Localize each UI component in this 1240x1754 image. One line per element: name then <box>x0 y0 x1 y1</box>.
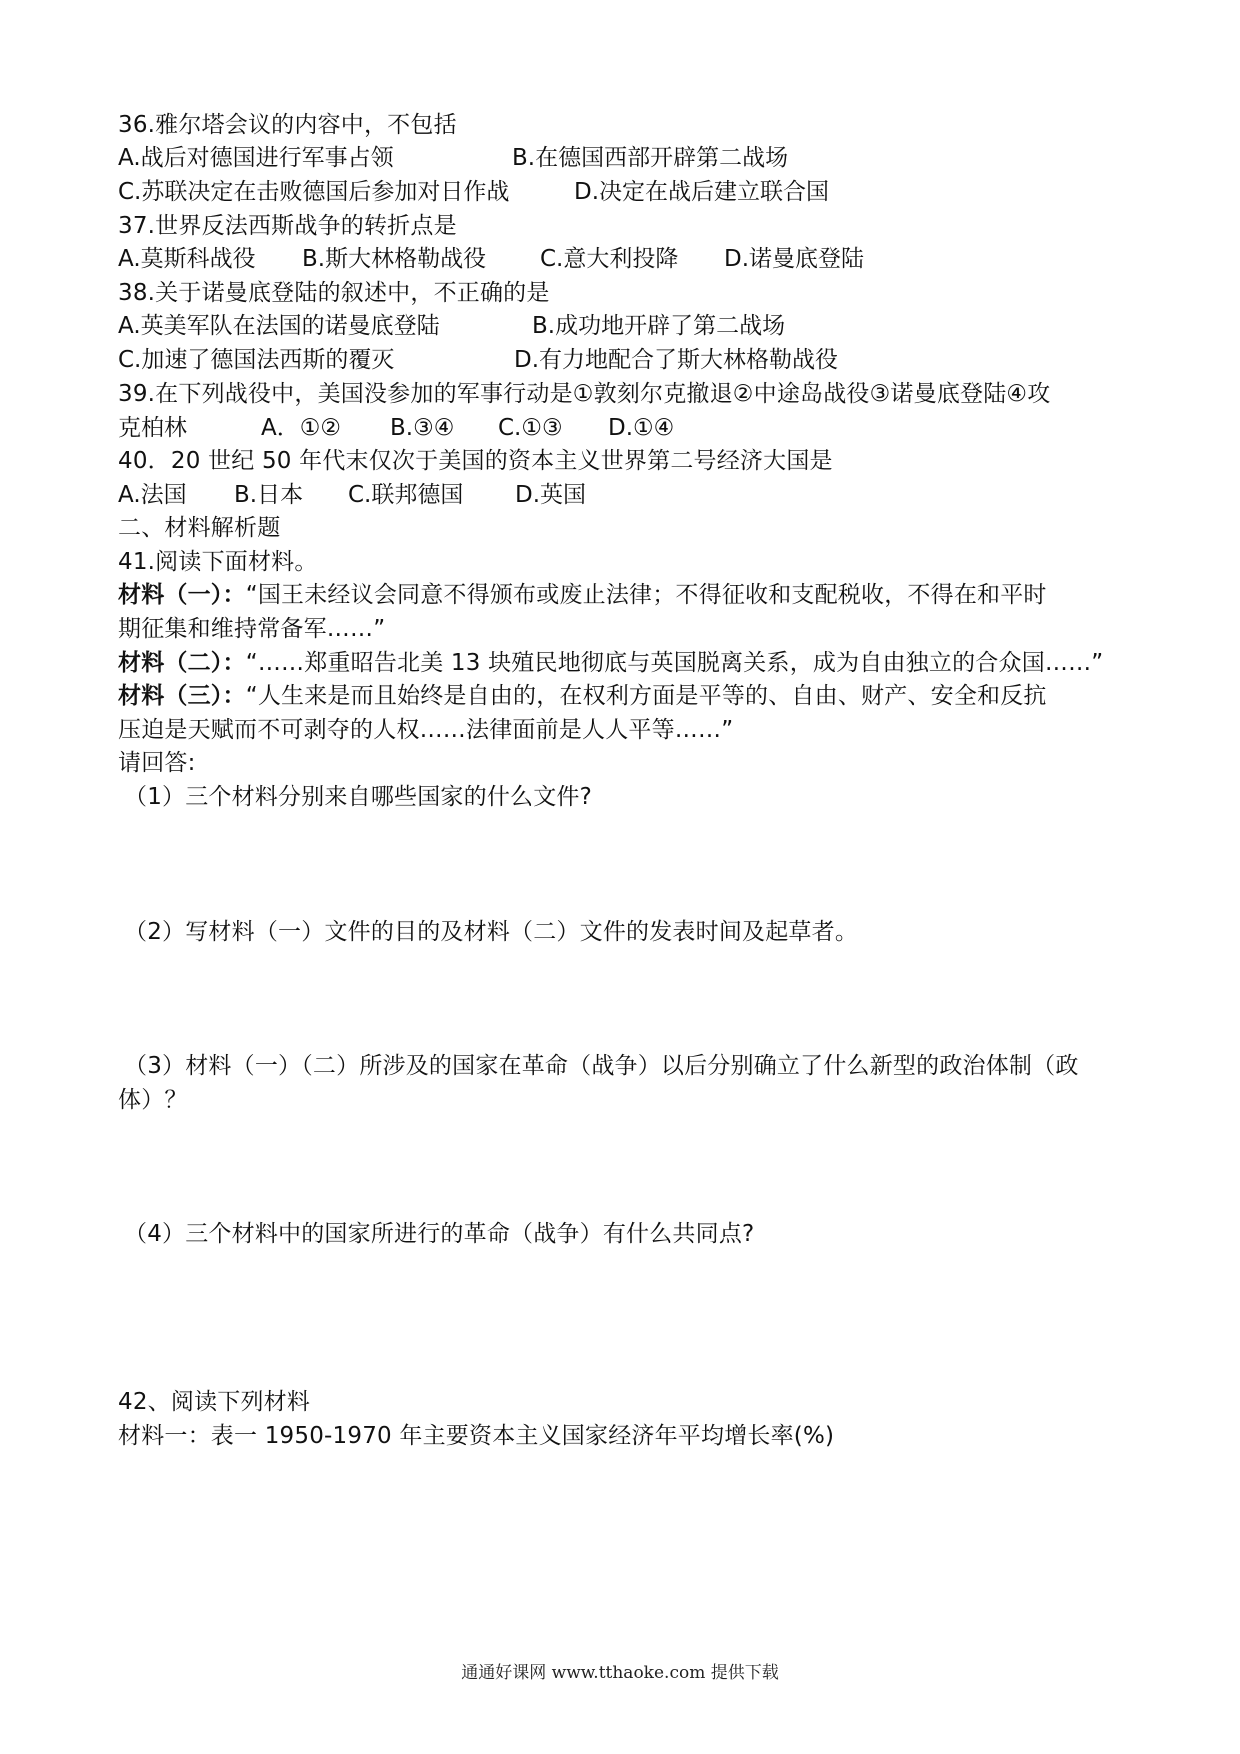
question-38-option-c: C.加速了德国法西斯的覆灭 <box>118 347 395 373</box>
question-36-option-a: A.战后对德国进行军事占领 <box>118 145 394 171</box>
page-footer: 通通好课网 www.tthaoke.com 提供下载 <box>461 1663 779 1683</box>
question-42-intro: 42、阅读下列材料 <box>118 1389 311 1415</box>
question-38-option-d: D.有力地配合了斯大林格勒战役 <box>514 347 839 373</box>
question-38-option-b: B.成功地开辟了第二战场 <box>532 313 786 339</box>
question-39-option-c: C.①③ <box>498 415 563 441</box>
question-37-option-d: D.诺曼底登陆 <box>724 246 865 272</box>
question-39-stem-line2: 克柏林 <box>118 415 187 441</box>
material-1-text-line2: 期征集和维持常备军……” <box>118 616 386 642</box>
material-1-line1 <box>118 580 1047 610</box>
question-39-option-b: B.③④ <box>390 415 455 441</box>
question-36-option-d: D.决定在战后建立联合国 <box>574 179 830 205</box>
sub-question-3-line2: 体）？ <box>118 1087 188 1113</box>
question-39-option-a: A．①② <box>261 415 341 441</box>
sub-question-4: （4）三个材料中的国家所进行的革命（战争）有什么共同点? <box>124 1221 755 1247</box>
question-38-option-a: A.英美军队在法国的诺曼底登陆 <box>118 313 440 339</box>
question-37-option-a: A.莫斯科战役 <box>118 246 256 272</box>
material-1-text-line1: “国王未经议会同意不得颁布或废止法律；不得征收和支配税收，不得在和平时 <box>245 582 1047 608</box>
sub-question-2: （2）写材料（一）文件的目的及材料（二）文件的发表时间及起草者。 <box>124 919 859 945</box>
question-37-option-c: C.意大利投降 <box>540 246 679 272</box>
material-1-label: 材料（一）： <box>118 582 246 608</box>
sub-question-3-line1: （3）材料（一）（二）所涉及的国家在革命（战争）以后分别确立了什么新型的政治体制（政 <box>124 1053 1079 1079</box>
sub-question-1: （1）三个材料分别来自哪些国家的什么文件? <box>124 784 593 810</box>
question-38-stem: 38.关于诺曼底登陆的叙述中，不正确的是 <box>118 280 550 306</box>
question-40-stem: 40．20 世纪 50 年代末仅次于美国的资本主义世界第二号经济大国是 <box>118 448 833 474</box>
question-36-stem: 36.雅尔塔会议的内容中，不包括 <box>118 112 457 138</box>
question-40-option-a: A.法国 <box>118 482 187 508</box>
answer-prompt: 请回答: <box>118 750 196 776</box>
material-2-line <box>118 648 1103 678</box>
question-40-option-b: B.日本 <box>234 482 304 508</box>
question-40-option-d: D.英国 <box>515 482 587 508</box>
material-2-text: “……郑重昭告北美 13 块殖民地彻底与英国脱离关系，成为自由独立的合众国……” <box>245 650 1104 676</box>
question-41-intro: 41.阅读下面材料。 <box>118 549 318 575</box>
material-3-text-line1: “人生来是而且始终是自由的，在权利方面是平等的、自由、财产、安全和反抗 <box>245 683 1047 709</box>
question-39-option-d: D.①④ <box>608 415 675 441</box>
question-40-option-c: C.联邦德国 <box>348 482 464 508</box>
question-39-stem-line1: 39.在下列战役中，美国没参加的军事行动是①敦刻尔克撤退②中途岛战役③诺曼底登陆④攻 <box>118 381 1051 407</box>
question-37-option-b: B.斯大林格勒战役 <box>302 246 487 272</box>
material-3-text-line2: 压迫是天赋而不可剥夺的人权……法律面前是人人平等……” <box>118 717 734 743</box>
material-2-label: 材料（二）： <box>118 650 246 676</box>
question-36-option-b: B.在德国西部开辟第二战场 <box>512 145 789 171</box>
material-3-label: 材料（三）： <box>118 683 246 709</box>
material-3-line1 <box>118 681 1047 711</box>
question-36-option-c: C.苏联决定在击败德国后参加对日作战 <box>118 179 510 205</box>
question-37-stem: 37.世界反法西斯战争的转折点是 <box>118 213 457 239</box>
question-42-material-1: 材料一：表一 1950-1970 年主要资本主义国家经济年平均增长率(%) <box>118 1423 835 1449</box>
section-heading: 二、材料解析题 <box>118 515 281 541</box>
